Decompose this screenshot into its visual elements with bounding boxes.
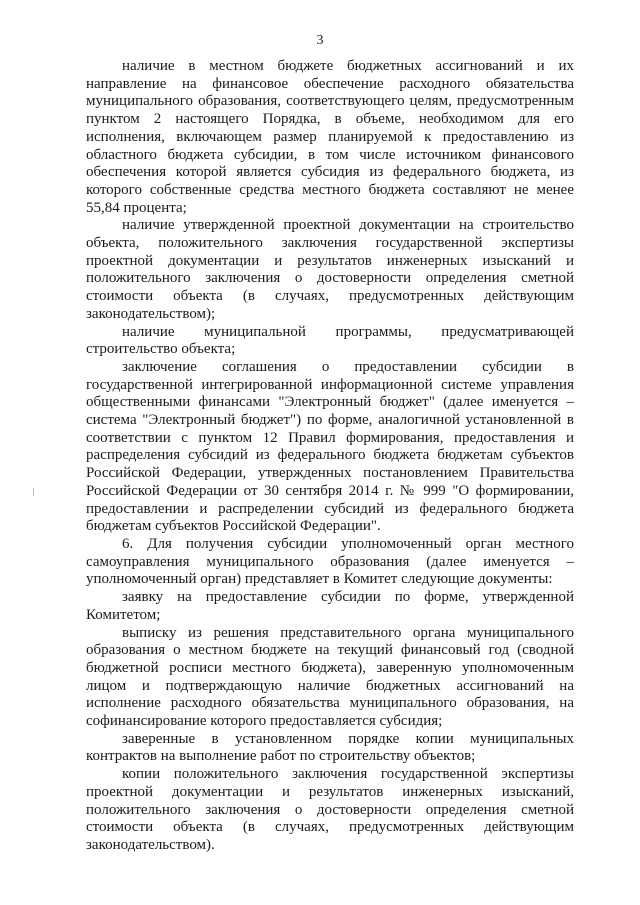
paragraph-project-documentation: наличие утвержденной проектной документации на строительство объекта, положительного заключения государственной экспертизы проектной документации и результатов инженерных изысканий и положительного заключения о достоверности определения сметной стоимости объекта (в случаях, предусмотренных действующим законодательством); — [86, 217, 574, 322]
paragraph-application: заявку на предоставление субсидии по форме, утвержденной Комитетом; — [86, 589, 574, 623]
paragraph-budget-allocations: наличие в местном бюджете бюджетных ассигнований и их направление на финансовое обеспечение расходного обязательства муниципального образования, соответствующего целям, предусмотренным пунктом 2 настоящего Порядка, в объеме, необходимом для его исполнения, включающем размер планируемой к предоставлению из областного бюджета субсидии, в том числе источником финансового обеспечения которой является субсидия из федерального бюджета, из которого собственные средства местного бюджета составляют не менее 55,84 процента; — [86, 58, 574, 216]
margin-mark — [33, 488, 34, 496]
paragraph-subsidy-agreement: заключение соглашения о предоставлении субсидии в государственной интегрированной информационной системе управления общественными финансами "Электронный бюджет" (далее именуется – система "Электронный бюджет") по форме, аналогичной установленной в соответствии с пунктом 12 Правил формирования, предоставления и распределения субсидий из федерального бюджета бюджетам субъектов Российской Федерации, утвержденных постановлением Правительства Российской Федерации от 30 сентября 2014 г. № 999 "О формировании, предоставлении и распределении субсидий из федерального бюджета бюджетам субъектов Российской Федерации". — [86, 358, 574, 535]
page-number: 3 — [316, 33, 324, 48]
document-body — [86, 58, 574, 855]
paragraph-item-6: 6. Для получения субсидии уполномоченный орган местного самоуправления муниципального образования (далее именуется – уполномоченный орган) представляет в Комитет следующие документы: — [86, 535, 574, 588]
paragraph-contract-copies: заверенные в установленном порядке копии муниципальных контрактов на выполнение работ по строительству объектов; — [86, 730, 574, 765]
paragraph-expertise-copies: копии положительного заключения государственной экспертизы проектной документации и результатов инженерных изысканий, положительного заключения о достоверности определения сметной стоимости объекта (в случаях, предусмотренных действующим законодательством). — [86, 766, 574, 853]
paragraph-municipal-program: наличие муниципальной программы, предусматривающей строительство объекта; — [86, 323, 574, 358]
paragraph-budget-extract: выписку из решения представительного органа муниципального образования о местном бюджете на текущий финансовый год (сводной бюджетной росписи местного бюджета), заверенную уполномоченным лицом и подтверждающую наличие бюджетных ассигнований на исполнение расходного обязательства муниципального образования, на софинансирование которого предоставляется субсидия; — [86, 624, 574, 730]
